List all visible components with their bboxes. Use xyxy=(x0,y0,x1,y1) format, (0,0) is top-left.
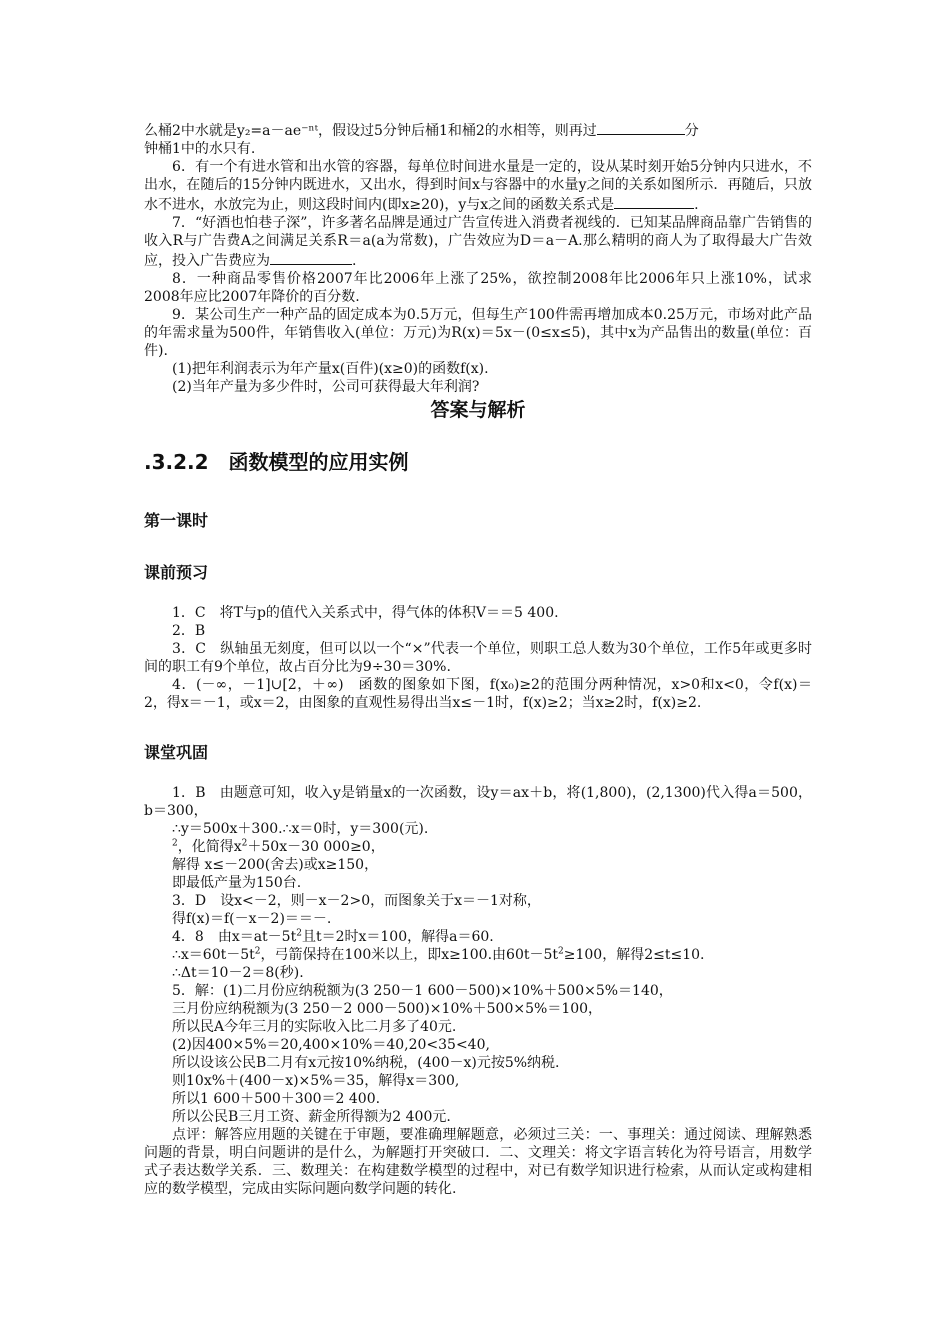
preview-answer-4: 4．(－∞，－1]∪[2，＋∞) 函数的图象如下图，f(x₀)≥2的范围分两种情况，x>0和x<0，令f(x)＝2，得x＝－1，或x＝2，由图象的直观性易得出当x≤－1时，f(x)≥2；当x≥2时，f(x)≥2. xyxy=(144,677,812,711)
answer-text: ≥100，解得2≤t≤10. xyxy=(563,947,705,963)
problem-6-text: 6．有一个有进水管和出水管的容器，每单位时间进水量是一定的，设从某时刻开始5分钟内只进水，不出水，在随后的15分钟内既进水，又出水，得到时间x与容器中的水量y之间的关系如图所示．再随后，只放水不进水，水放完为止，则这段时间内(即x≥20)，y与x之间的函数关系式是 xyxy=(144,159,812,213)
lesson-heading: 第一课时 xyxy=(144,511,209,530)
answer-text: ，弓箭保持在100米以上，即x≥100.由60t－5t xyxy=(260,947,559,963)
consolidate-answer-4 xyxy=(144,928,812,946)
answer-line: 三月份应纳税额为(3 250－2 000－500)×10%＋500×5%＝100， xyxy=(172,1001,603,1017)
answer-line: 所以民A今年三月的实际收入比二月多了40元. xyxy=(172,1019,457,1035)
answer-line: 得f(x)＝f(－x－2)＝＝－. xyxy=(172,911,332,927)
problem-7 xyxy=(144,214,812,270)
answer-text: ∴x＝60t－5t xyxy=(172,947,255,963)
preview-heading: 课前预习 xyxy=(144,563,209,582)
answer-text: 且t＝2时x＝100，解得a＝60. xyxy=(301,929,494,945)
answer-blank xyxy=(597,120,685,135)
consolidate-heading: 课堂巩固 xyxy=(144,743,209,762)
consolidate-answer-5: 5．解：(1)二月份应纳税额为(3 250－1 600－500)×10%＋500×5%＝140， xyxy=(172,983,673,999)
section-title: .3.2.2 函数模型的应用实例 xyxy=(144,450,409,474)
answer-text: 4．8 由x＝at－5t xyxy=(172,929,297,945)
commentary: 点评：解答应用题的关键在于审题，要准确理解题意，必须过三关：一、事理关：通过阅读、理解熟悉问题的背景，明白问题讲的是什么，为解题打开突破口．二、文理关：将文字语言转化为符号语言，用数学式子表达数学关系．三、数理关：在构建数学模型的过程中，对已有数学知识进行检索，从而认定或构建相应的数学模型，完成由实际问题向数学问题的转化. xyxy=(144,1127,812,1197)
answer-line: (2)因400×5%＝20,400×10%＝40,20<35<40, xyxy=(172,1037,490,1053)
superscript: 2 xyxy=(558,946,564,957)
superscript: 2 xyxy=(254,946,261,957)
answer-line: 解得 x≤－200(舍去)或x≥150， xyxy=(172,857,379,873)
consolidate-answer-3: 3．D 设x<－2，则－x－2>0，而图象关于x＝－1对称， xyxy=(172,893,541,909)
answer-line: ∴Δt＝10－2＝8(秒). xyxy=(172,965,304,981)
problem-5-continuation xyxy=(144,120,812,140)
answer-line: 则10x%＋(400－x)×5%＝35，解得x＝300, xyxy=(172,1073,460,1089)
answers-title: 答案与解析 xyxy=(430,399,526,421)
answer-line xyxy=(144,838,812,856)
preview-answer-3: 3．C 纵轴虽无刻度，但可以以一个“×”代表一个单位，则职工总人数为30个单位，工作5年或更多时间的职工有9个单位，故占百分比为9÷30＝30%. xyxy=(144,641,812,675)
answer-blank xyxy=(270,250,352,265)
answer-text: ，化简得x xyxy=(177,839,242,855)
answer-line: 所以公民B三月工资、薪金所得额为2 400元. xyxy=(172,1109,451,1125)
document-page xyxy=(144,120,812,1198)
superscript: 2 xyxy=(241,838,248,849)
preview-answer-1: 1．C 将T与p的值代入关系式中，得气体的体积V＝＝5 400. xyxy=(172,605,559,621)
problem-7-text: 7．“好酒也怕巷子深”，许多著名品牌是通过广告宣传进入消费者视线的．已知某品牌商品靠广告销售的收入R与广告费A之间满足关系R＝a(a为常数)，广告效应为D＝a－A.那么精明的商人为了取得最大广告效应，投入广告费应为 xyxy=(144,215,812,269)
preview-answer-2: 2．B xyxy=(172,623,206,639)
problem-9-part-2: (2)当年产量为多少件时，公司可获得最大年利润? xyxy=(172,379,480,395)
problem-9-part-1: (1)把年利润表示为年产量x(百件)(x≥0)的函数f(x). xyxy=(172,361,489,377)
answer-line: 所以设该公民B二月有x元按10%纳税，(400－x)元按5%纳税. xyxy=(172,1055,560,1071)
answer-line xyxy=(144,946,812,964)
answer-line: 所以1 600＋500＋300＝2 400. xyxy=(172,1091,381,1107)
answer-blank xyxy=(614,194,694,209)
problem-5-text: 么桶2中水就是y₂=a－ae⁻ⁿᵗ，假设过5分钟后桶1和桶2的水相等，则再过 xyxy=(144,123,597,139)
answer-line: 即最低产量为150台. xyxy=(172,875,302,891)
problem-5-text-end: 分 xyxy=(684,123,699,139)
problem-7-end: . xyxy=(352,253,357,269)
superscript: 2 xyxy=(296,928,302,939)
problem-8: 8．一种商品零售价格2007年比2006年上涨了25%，欲控制2008年比2006年只上涨10%，试求2008年应比2007年降价的百分数. xyxy=(144,271,812,305)
problem-5-last-line: 钟桶1中的水只有. xyxy=(144,141,256,157)
answer-text: ＋50x－30 000≥0， xyxy=(247,839,385,855)
answer-line: ∴y＝500x＋300.∴x＝0时，y＝300(元). xyxy=(172,821,429,837)
superscript: 2 xyxy=(172,838,178,849)
consolidate-answer-1: 1．B 由题意可知，收入y是销量x的一次函数，设y＝ax＋b，将(1,800)，(2,1300)代入得a＝500，b＝300， xyxy=(144,785,812,819)
problem-6-end: . xyxy=(694,197,699,213)
problem-9: 9．某公司生产一种产品的固定成本为0.5万元，但每生产100件需再增加成本0.25万元，市场对此产品的年需求量为500件，年销售收入(单位：万元)为R(x)＝5x－(0≤x≤5)，其中x为产品售出的数量(单位：百件). xyxy=(144,307,812,359)
problem-6 xyxy=(144,158,812,214)
